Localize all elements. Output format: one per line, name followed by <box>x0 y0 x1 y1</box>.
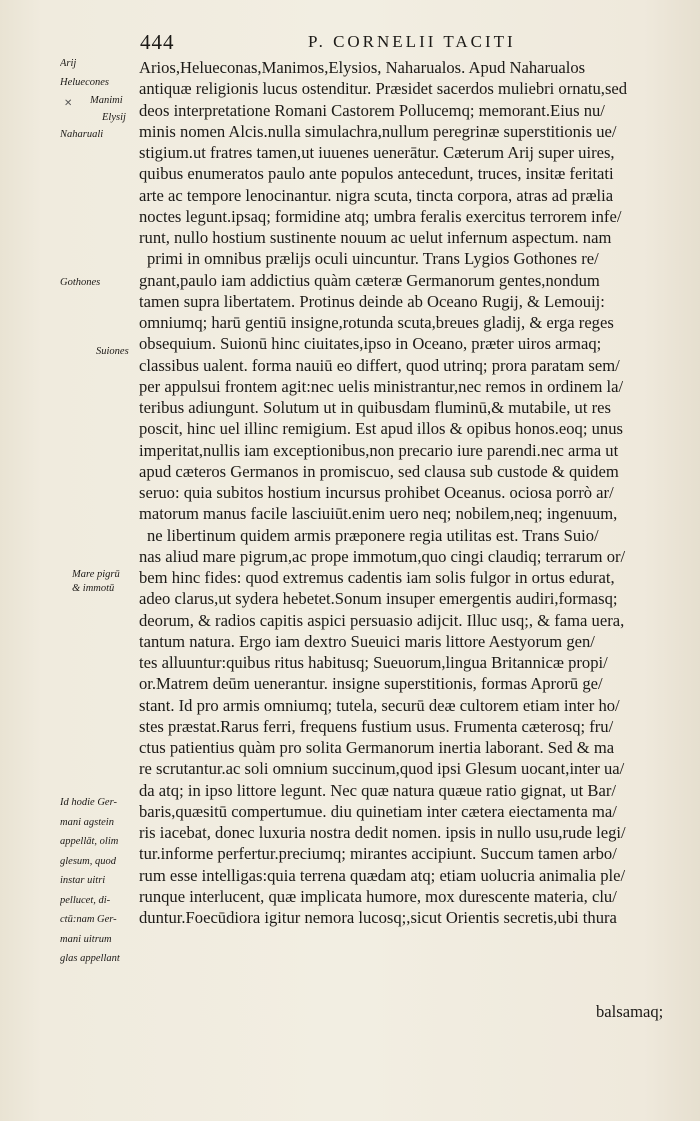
marginal-note-arii <box>60 57 138 71</box>
running-title: P. CORNELII TACITI <box>308 32 516 51</box>
text-line: stes præstat.Rarus ferri, frequens fustium usus. Frumenta cæterosq; fru/ <box>139 716 614 736</box>
text-line: ctus patientius quàm pro solita Germanorum inertia laborant. Sed & ma <box>139 738 615 757</box>
marginal-mark: ✕ <box>64 98 73 109</box>
marginal-note-line: Suiones <box>96 346 129 357</box>
marginal-note-heluecones <box>60 76 138 90</box>
text-line: poscit, hinc uel illinc remigium. Est apud illos & opibus honos.eoq; unus <box>139 419 623 439</box>
text-line: deos interpretatione Romani Castorem Pollucemq; memorant.Eius nu/ <box>139 100 605 120</box>
page-number: 444 <box>140 30 175 54</box>
text-line: noctes legunt.ipsaq; formidine atq; umbra feralis exercitus terrorem infe/ <box>139 206 622 226</box>
text-line: per appulsui frontem agit:nec uelis ministrantur,nec remos in ordinem la/ <box>139 376 624 396</box>
marginal-note-line: glas appellant <box>60 953 120 964</box>
text-line: ne libertinum quidem armis præponere regia utilitas est. Trans Suio/ <box>147 525 599 545</box>
text-line: rum esse intelligas:quia terrena quædam atq; etiam uolucria animalia ple/ <box>139 865 626 885</box>
text-line: tantum natura. Ergo iam dextro Sueuici maris littore Aestyorum gen/ <box>139 631 595 651</box>
marginal-note-line: mani agstein <box>60 816 114 828</box>
text-line: teribus adiungunt. Solutum ut in quibusdam fluminū,& mutabile, ut res <box>139 398 611 417</box>
text-line: tes alluuntur:quibus ritus habitusq; Sueuorum,lingua Britannicæ propi/ <box>139 653 608 672</box>
text-line: runt, nullo hostium sustinente nouum ac uelut infernum aspectum. nam <box>139 228 612 247</box>
marginal-note-line: Manimi <box>90 95 123 106</box>
text-line: nas aliud mare pigrum,ac prope immotum,quo cingi claudiq; terrarum or/ <box>139 546 626 566</box>
text-line: obsequium. Suionū hinc ciuitates,ipso in Oceano, præter uiros armaq; <box>139 334 602 354</box>
marginal-note-line: Id hodie Ger- <box>60 797 117 808</box>
text-line: or.Matrem deūm uenerantur. insigne superstitionis, formas Aprorū ge/ <box>139 674 603 694</box>
marginal-note-line: instar uitri <box>60 875 106 886</box>
text-line: re scrutantur.ac soli omnium succinum,quod ipsi Glesum uocant,inter ua/ <box>139 759 625 779</box>
text-line: duntur.Foecūdiora igitur nemora lucosq;,sicut Orientis secretis,ubi thura <box>139 908 617 927</box>
text-line: da atq; in ipso littore legunt. Nec quæ natura quæue ratio gignat, ut Bar/ <box>139 780 616 800</box>
marginal-note-manimi <box>90 94 168 108</box>
text-line: antiquæ religionis lucus ostenditur. Præsidet sacerdos muliebri ornatu,sed <box>139 79 628 99</box>
marginal-note-line: Naharuali <box>60 129 104 140</box>
text-line: apud cæteros Germanos in promiscuo, sed clausa sub custode & quidem <box>139 461 619 481</box>
text-line: tur.informe perfertur.preciumq; mirantes accipiunt. Succum tamen arbo/ <box>139 844 617 864</box>
text-line: seruo: quia subitos hostium incursus prohibet Oceanus. ociosa porrò ar/ <box>139 483 614 502</box>
page-header <box>0 30 700 54</box>
text-line: minis nomen Alcis.nulla simulachra,nullum peregrinæ superstitionis ue/ <box>139 121 617 141</box>
catchword: balsamaq; <box>596 1002 664 1021</box>
marginal-note-line: Heluecones <box>60 77 109 88</box>
text-line: matorum manus facile lasciuiūt.enim uero neq; nobilem,neq; ingenuum, <box>139 504 618 524</box>
marginal-note-mare-pigrum <box>72 568 150 596</box>
text-line: bem hinc fides: quod extremus cadentis iam solis fulgor in ortus edurat, <box>139 568 615 587</box>
main-text-block <box>139 57 669 928</box>
marginal-note-line: Arij <box>60 58 77 69</box>
marginal-note-line: pellucet, di- <box>60 894 111 906</box>
marginal-note-line: mani uitrum <box>60 933 112 945</box>
text-line: runque interlucent, quæ implicata humore, mox durescente materia, clu/ <box>139 886 617 906</box>
marginal-note-gothones <box>60 276 138 290</box>
marginal-note-line: appellāt, olim <box>60 836 119 847</box>
text-line: omniumq; harū gentiū insigne,rotunda scuta,breues gladij, & erga reges <box>139 313 614 332</box>
marginal-note-line: ctū:nam Ger- <box>60 914 117 925</box>
text-line: stant. Id pro armis omniumq; tutela, securū deæ cultorem etiam inter ho/ <box>139 695 620 715</box>
text-line: imperitat,nullis iam exceptionibus,non precario iure parendi.nec arma ut <box>139 440 619 460</box>
marginal-note-line: & immotū <box>72 583 115 594</box>
text-line: stigium.ut fratres tamen,ut iuuenes uenerātur. Cæterum Arij super uires, <box>139 143 615 162</box>
text-line: quibus enumeratos paulo ante populos antecedunt, truces, insitæ feritati <box>139 164 614 184</box>
marginal-note-naharuali <box>60 128 138 142</box>
marginal-note-line: Elysij <box>102 112 126 123</box>
text-line: ris iacebat, donec luxuria nostra dedit nomen. ipsis in nullo usu,rude legi/ <box>139 823 626 842</box>
text-line: Arios,Helueconas,Manimos,Elysios, Naharualos. Apud Naharualos <box>139 58 586 77</box>
text-line: adeo clarus,ut sydera hebetet.Sonum insuper emergentis audiri,formasq; <box>139 589 618 609</box>
text-line: primi in omnibus prælijs oculi uincuntur. Trans Lygios Gothones re/ <box>147 249 599 269</box>
marginal-note-elysii <box>102 111 180 125</box>
text-line: baris,quæsitū compertumue. diu quinetiam inter cætera eiectamenta ma/ <box>139 801 617 821</box>
marginal-note-line: Mare pigrū <box>72 569 120 580</box>
text-line: deorum, & radios capitis aspici persuasio adijcit. Illuc usq;, & fama uera, <box>139 610 625 630</box>
marginal-note-line: glesum, quod <box>60 855 116 867</box>
marginal-note-glesum <box>60 793 138 969</box>
marginal-note-line: Gothones <box>60 277 101 288</box>
text-line: classibus ualent. forma nauiū eo differt, quod utrinq; prora paratam sem/ <box>139 355 620 375</box>
text-line: tamen supra libertatem. Protinus deinde ab Oceano Rugij, & Lemouij: <box>139 291 605 311</box>
text-line: arte ac tempore lenocinantur. nigra scuta, tincta corpora, atras ad prælia <box>139 185 614 205</box>
text-line: gnant,paulo iam addictius quàm cæteræ Germanorum gentes,nondum <box>139 270 600 290</box>
marginal-note-suiones <box>96 345 174 359</box>
